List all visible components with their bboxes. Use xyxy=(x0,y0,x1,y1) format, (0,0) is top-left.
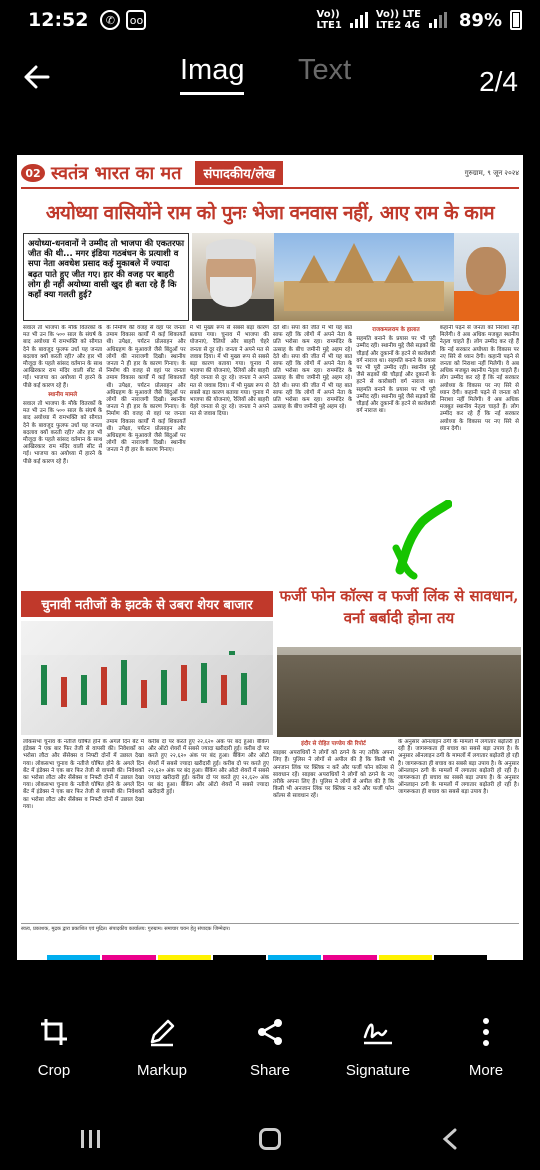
page-number: 02 xyxy=(21,164,45,182)
main-headline xyxy=(21,195,519,229)
lower-column-3: इंदौर से रोहित पाण्डेय की रिपोर्ट साइबर अपराधियों ने लोगों को ठगने के नए तरीके अपना लिए हैं। पुलिस ने लोगों से अपील की है कि किसी भी अनजान लिंक पर क्लिक न करें और फर्जी फोन कॉल्स से सावधान रहें। साइबर अपराधियों ने लोगों को ठगने के नए तरीके अपना लिए हैं। पुलिस ने लोगों से अपील की है कि किसी भी अनजान लिंक पर क्लिक न करें और फर्जी फोन कॉल्स से सावधान रहें। xyxy=(273,741,394,800)
newspaper-image-lower[interactable] xyxy=(17,655,523,960)
green-brush-mark xyxy=(392,500,452,580)
markup-label: Markup xyxy=(136,1062,188,1079)
crop-label: Crop xyxy=(37,1062,71,1079)
fraud-byline: इंदौर से रोहित पाण्डेय की रिपोर्ट xyxy=(301,741,366,747)
article-column-5: राजकमलराम के हालात सहमति बनाने के प्रयास पर भी पूरी उम्मीद रही। स्थानीय मुद्दे जैसे सड़कों की चौड़ाई और दुकानों के हटने से कारोबारी वर्ग नाराज था। सहमति बनाने के प्रयास पर भी पूरी उम्मीद रही। स्थानीय मुद्दे जैसे सड़कों की चौड़ाई और दुकानों के हटने से कारोबारी वर्ग नाराज था। सहमति बनाने के प्रयास पर भी पूरी उम्मीद रही। स्थानीय मुद्दे जैसे सड़कों की चौड़ाई और दुकानों के हटने से कारोबारी वर्ग नाराज था। xyxy=(356,327,436,415)
newspaper-image[interactable] xyxy=(17,155,523,655)
system-nav-bar xyxy=(0,1108,540,1170)
fraud-headline: फर्जी फोन कॉल्स व फर्जी लिंक से सावधान, वर्ना बर्बादी होना तय xyxy=(279,587,519,627)
home-button[interactable] xyxy=(240,1119,300,1159)
candlestick-graphic xyxy=(21,621,273,655)
signature-button[interactable] xyxy=(324,1008,432,1108)
three-dots-vertical-icon xyxy=(470,1016,502,1048)
status-bar xyxy=(0,0,540,40)
desk-label: संपादकीय/लेख xyxy=(195,161,283,185)
app-bar xyxy=(0,40,540,120)
article-column-2: के निर्माण की वजह से वहां पर जनता तमाम विकास कार्यों में कई शिकायतें थी। उपेक्षा, पर्यटन प्रोत्साहन और अधिग्रहण के मुआवजे जैसे बिंदुओं पर लोगों की नाराजगी दिखी। स्थानीय जनता ने ही हार के कारण गिनाए। के निर्माण की वजह से वहां पर जनता तमाम विकास कार्यों में कई शिकायतें थी। उपेक्षा, पर्यटन प्रोत्साहन और अधिग्रहण के मुआवजे जैसे बिंदुओं पर लोगों की नाराजगी दिखी। स्थानीय जनता ने ही हार के कारण गिनाए। के निर्माण की वजह से वहां पर जनता तमाम विकास कार्यों में कई शिकायतें थी। उपेक्षा, पर्यटन प्रोत्साहन और अधिग्रहण के मुआवजे जैसे बिंदुओं पर लोगों की नाराजगी दिखी। स्थानीय जनता ने ही हार के कारण गिनाए। xyxy=(106,325,186,454)
lead-paragraph: अयोध्या-धनवानों ने उम्मीद तो भाजपा की एकतरफा जीत की थी... मगर इंडिया गठबंधन के प्रत्याशी व सपा नेता अवधेश प्रसाद कई मुकाबले में ज्यादा बढ़त पाते हुए जीत गए। हार की वजह पर बाहरी लोग ही नहीं अयोध्या वासी खुद ही बता रहे हैं कि कहाँ क्या गलती हुई? xyxy=(23,233,189,321)
notification-icons xyxy=(100,10,146,30)
main-headline-text: अयोध्या वासियोंने राम को पुनः भेजा वनवास नहीं, आए राम के काम xyxy=(45,202,495,224)
lower-article-columns xyxy=(23,739,519,919)
arrow-left-icon xyxy=(24,65,50,89)
share-icon xyxy=(254,1016,286,1048)
section-title: स्वतंत्र भारत का मत xyxy=(51,163,182,184)
photo-meeting-hall-lower xyxy=(277,655,521,737)
article-column-3: में भी मुख्य रूप से सबसे बड़ा कारण बताया गया। चुनाव में भाजपा की योजनाएं, रैलियों और बाहरी चेहरे जनता से दूर रहे। जनता ने अपने मत से जवाब दिया। में भी मुख्य रूप से सबसे बड़ा कारण बताया गया। चुनाव में भाजपा की योजनाएं, रैलियों और बाहरी चेहरे जनता से दूर रहे। जनता ने अपने मत से जवाब दिया। में भी मुख्य रूप से सबसे बड़ा कारण बताया गया। चुनाव में भाजपा की योजनाएं, रैलियों और बाहरी चेहरे जनता से दूर रहे। जनता ने अपने मत से जवाब दिया। xyxy=(189,325,269,418)
recent-apps-icon xyxy=(81,1130,100,1148)
status-right xyxy=(317,9,522,31)
network-lte2: Vo)) LTE LTE2 4G xyxy=(375,9,421,31)
lower-column-2: करीब दो पर करते हुए २२,६२० अंक पर बंद हुआ। बैंकिंग और ऑटो शेयरों में सबसे ज्यादा खरीदारी हुई। करीब दो पर करते हुए २२,६२० अंक पर बंद हुआ। बैंकिंग और ऑटो शेयरों में सबसे ज्यादा खरीदारी हुई। करीब दो पर करते हुए २२,६२० अंक पर बंद हुआ। बैंकिंग और ऑटो शेयरों में सबसे ज्यादा खरीदारी हुई। करीब दो पर करते हुए २२,६२० अंक पर बंद हुआ। बैंकिंग और ऑटो शेयरों में सबसे ज्यादा खरीदारी हुई। xyxy=(148,739,269,796)
more-button[interactable] xyxy=(432,1008,540,1108)
lower-column-4: के अनुसार ऑनलाइन ठगी के मामलों में लगातार बढ़ोतरी हो रही है। जागरूकता ही बचाव का सबसे बड़ा उपाय है। के अनुसार ऑनलाइन ठगी के मामलों में लगातार बढ़ोतरी हो रही है। जागरूकता ही बचाव का सबसे बड़ा उपाय है। के अनुसार ऑनलाइन ठगी के मामलों में लगातार बढ़ोतरी हो रही है। जागरूकता ही बचाव का सबसे बड़ा उपाय है। के अनुसार ऑनलाइन ठगी के मामलों में लगातार बढ़ोतरी हो रही है। जागरूकता ही बचाव का सबसे बड़ा उपाय है। xyxy=(398,739,519,796)
page-counter: 2/4 xyxy=(479,66,518,97)
voicemail-icon: oo xyxy=(126,10,146,30)
crop-button[interactable] xyxy=(0,1008,108,1108)
photo-cm xyxy=(454,233,519,321)
photo-stock-chart xyxy=(21,621,273,655)
share-label: Share xyxy=(249,1062,291,1079)
tab-image[interactable]: Imag xyxy=(180,54,245,86)
bottom-toolbar xyxy=(0,1008,540,1108)
share-button[interactable] xyxy=(216,1008,324,1108)
tab-text[interactable]: Text xyxy=(298,54,352,86)
photo-pm xyxy=(192,233,274,321)
pen-icon xyxy=(146,1016,178,1048)
photo-ram-temple xyxy=(274,233,454,321)
system-back-button[interactable] xyxy=(420,1119,480,1159)
subhead-1: स्थानीय मामले xyxy=(48,391,78,398)
subhead-5: राजकमलराम के हालात xyxy=(372,327,420,333)
battery-icon xyxy=(510,10,522,30)
article-column-6: कहानी पढ़ने से जनता को निराशा नहीं मिलेगी। वे अब अधिक मजबूत स्थानीय नेतृत्व चाहते हैं। लोग उम्मीद कर रहे हैं कि नई सरकार अयोध्या के विकास पर नए सिरे से ध्यान देगी। कहानी पढ़ने से जनता को निराशा नहीं मिलेगी। वे अब अधिक मजबूत स्थानीय नेतृत्व चाहते हैं। लोग उम्मीद कर रहे हैं कि नई सरकार अयोध्या के विकास पर नए सिरे से ध्यान देगी। कहानी पढ़ने से जनता को निराशा नहीं मिलेगी। वे अब अधिक मजबूत स्थानीय नेतृत्व चाहते हैं। लोग उम्मीद कर रहे हैं कि नई सरकार अयोध्या के विकास पर नए सिरे से ध्यान देगी। xyxy=(439,325,519,432)
article-column-1: सवाल तो भाजपा के मौके वितरकों के मत भी उन कि ५०० साल के संघर्ष के बाद अयोध्या में रामभक्ति को सौगात देने के बावजूद फुलफ उर्धा यह जनता बदलाव क्यों करती रही? और हार भी मौजूदा के पहले सांसद वर्तमान के साथ आखिरकार राम मंदिर वाली सीट से गई। भाजपा का अयोध्या में हारने के पीछे कई कारण रहे हैं। स्थानीय मामले सवाल तो भाजपा के मौके वितरकों के मत भी उन कि ५०० साल के संघर्ष के बाद अयोध्या में रामभक्ति को सौगात देने के बावजूद फुलफ उर्धा यह जनता बदलाव क्यों करती रही? और हार भी मौजूदा के पहले सांसद वर्तमान के साथ आखिरकार राम मंदिर वाली सीट से गई। भाजपा का अयोध्या में हारने के पीछे कई कारण रहे हैं। xyxy=(23,325,103,465)
print-color-bar xyxy=(47,955,487,960)
battery-percent: 89% xyxy=(458,9,502,31)
network-lte1: Vo)) LTE1 xyxy=(316,9,342,31)
signal-bars-1-icon xyxy=(350,12,368,28)
recent-apps-button[interactable] xyxy=(60,1119,120,1159)
crop-icon xyxy=(38,1016,70,1048)
signature-icon xyxy=(362,1016,394,1048)
signature-label: Signature xyxy=(345,1062,411,1079)
photo-meeting-hall xyxy=(277,647,521,655)
chevron-left-icon xyxy=(442,1127,458,1151)
photo-stock-chart-lower xyxy=(21,655,273,735)
markup-button[interactable] xyxy=(108,1008,216,1108)
back-button[interactable] xyxy=(22,62,52,92)
market-headline: चुनावी नतीजों के झटके से उबरा शेयर बाजार xyxy=(21,591,273,617)
newspaper-footer: स्वत्व, प्रकाशक, मुद्रक द्वारा प्रकाशित एवं मुद्रित। संपादकीय कार्यालय: गुरुग्राम। समाचार चयन हेतु संपादक जिम्मेदार। xyxy=(21,923,519,951)
article-column-4: देते थी। सपा की जीत में भी यह बात साफ रही कि लोगों में अपने नेता के प्रति भरोसा कम रहा। राममंदिर के उत्साह के बीच जमीनी मुद्दे अहम रहे। देते थी। सपा की जीत में भी यह बात साफ रही कि लोगों में अपने नेता के प्रति भरोसा कम रहा। राममंदिर के उत्साह के बीच जमीनी मुद्दे अहम रहे। देते थी। सपा की जीत में भी यह बात साफ रही कि लोगों में अपने नेता के प्रति भरोसा कम रहा। राममंदिर के उत्साह के बीच जमीनी मुद्दे अहम रहे। xyxy=(272,325,353,411)
lower-column-1: लोकसभा चुनाव के नतीजे घोषित होने के अगले दिन बेंट में इंडेक्स ने एक बार फिर तेजी से वापसी की। निवेशकों का भरोसा लौटा और सेंसेक्स व निफ्टी दोनों में उछाल देखा गया। लोकसभा चुनाव के नतीजे घोषित होने के अगले दिन बेंट में इंडेक्स ने एक बार फिर तेजी से वापसी की। निवेशकों का भरोसा लौटा और सेंसेक्स व निफ्टी दोनों में उछाल देखा गया। लोकसभा चुनाव के नतीजे घोषित होने के अगले दिन बेंट में इंडेक्स ने एक बार फिर तेजी से वापसी की। निवेशकों का भरोसा लौटा और सेंसेक्स व निफ्टी दोनों में उछाल देखा गया। xyxy=(23,739,144,810)
status-time: 12:52 xyxy=(28,9,89,31)
signal-bars-2-icon xyxy=(429,12,447,28)
whatsapp-icon: ✆ xyxy=(100,10,120,30)
more-label: More xyxy=(468,1062,504,1079)
newspaper-header xyxy=(21,159,519,189)
home-icon xyxy=(259,1128,281,1150)
issue-date: गुरुग्राम, ९ जून २०२४ xyxy=(464,168,519,177)
